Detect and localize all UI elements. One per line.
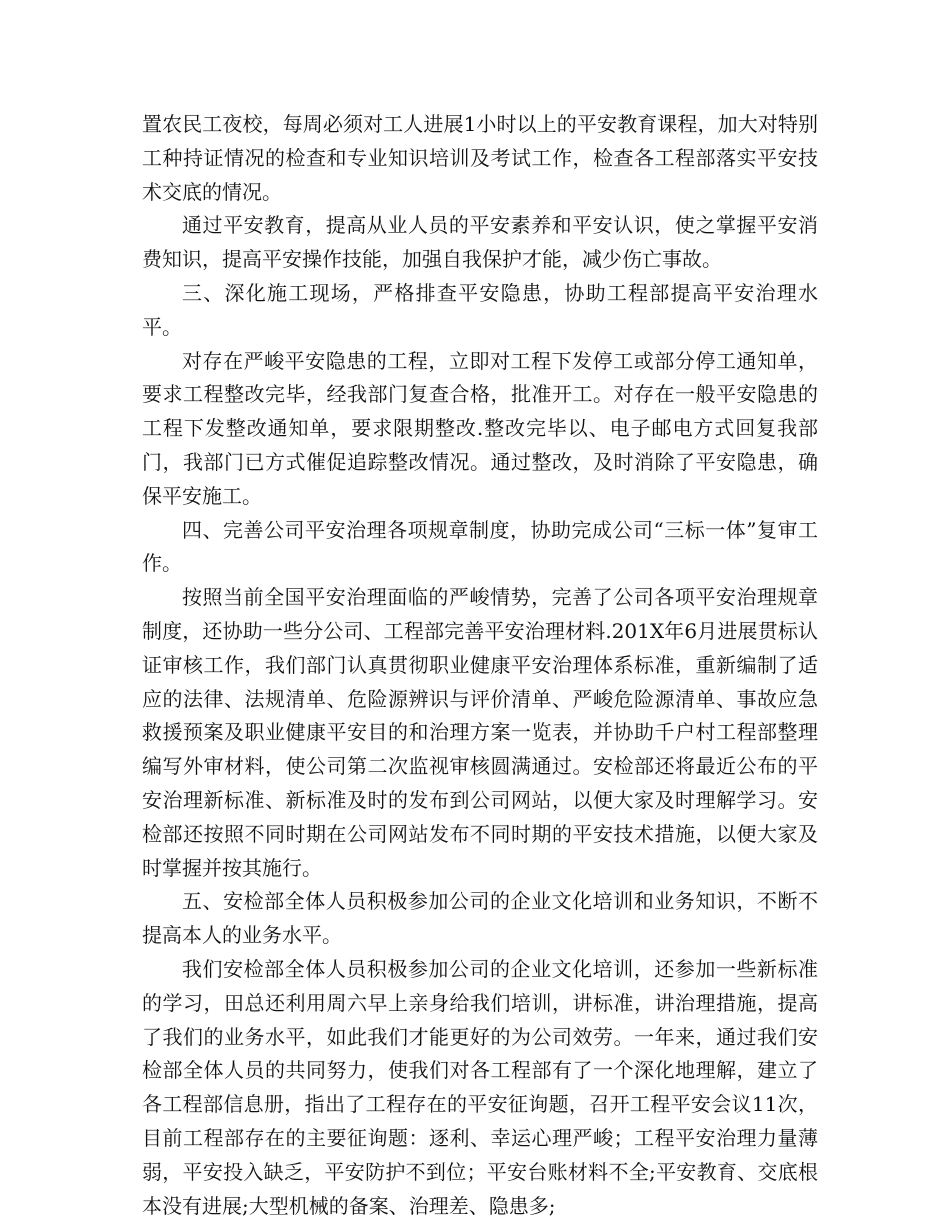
section-heading-5: 五、安检部全体人员积极参加公司的企业文化培训和业务知识，不断不提高本人的业务水平。 bbox=[142, 889, 818, 948]
section-heading-3: 三、深化施工现场，严格排查平安隐患，协助工程部提高平安治理水平。 bbox=[142, 280, 818, 339]
paragraph-hazard-rectification: 对存在严峻平安隐患的工程，立即对工程下发停工或部分停工通知单，要求工程整改完毕，经我部门复查合格，批准开工。对存在一般平安隐患的工程下发整改通知单，要求限期整改.整改完毕以、电子邮电方式回复我部门，我部门已方式催促追踪整改情况。通过整改，及时消除了平安隐患，确保平安施工。 bbox=[142, 348, 818, 508]
paragraph-training: 我们安检部全体人员积极参加公司的企业文化培训，还参加一些新标准的学习，田总还利用周六早上亲身给我们培训，讲标准，讲治理措施，提高了我们的业务水平，如此我们才能更好的为公司效劳。一年来，通过我们安检部全体人员的共同努力，使我们对各工程部有了一个深化地理解，建立了各工程部信息册，指出了工程存在的平安征询题，召开工程平安会议11次，目前工程部存在的主要征询题：逐利、幸运心理严峻；工程平安治理力量薄弱，平安投入缺乏，平安防护不到位；平安台账材料不全;平安教育、交底根本没有进展;大型机械的备案、治理差、隐患多; bbox=[142, 956, 818, 1218]
paragraph-continuation: 置农民工夜校，每周必须对工人进展1小时以上的平安教育课程，加大对特别工种持证情况的检查和专业知识培训及考试工作，检查各工程部落实平安技术交底的情况。 bbox=[142, 112, 818, 204]
section-heading-4: 四、完善公司平安治理各项规章制度，协助完成公司“三标一体”复审工作。 bbox=[142, 517, 818, 576]
document-body bbox=[142, 108, 818, 1223]
paragraph-regulations: 按照当前全国平安治理面临的严峻情势，完善了公司各项平安治理规章制度，还协助一些分公司、工程部完善平安治理材料.201X年6月进展贯标认证审核工作，我们部门认真贯彻职业健康平安治理体系标准，重新编制了适应的法律、法规清单、危险源辨识与评价清单、严峻危险源清单、事故应急救援预案及职业健康平安目的和治理方案一览表，并协助千户村工程部整理编写外审材料，使公司第二次监视审核圆满通过。安检部还将最近公布的平安治理新标准、新标准及时的发布到公司网站，以便大家及时理解学习。安检部还按照不同时期在公司网站发布不同时期的平安技术措施，以便大家及时掌握并按其施行。 bbox=[142, 585, 818, 880]
paragraph-safety-education: 通过平安教育，提高从业人员的平安素养和平安认识，使之掌握平安消费知识，提高平安操作技能，加强自我保护才能，减少伤亡事故。 bbox=[142, 213, 818, 272]
